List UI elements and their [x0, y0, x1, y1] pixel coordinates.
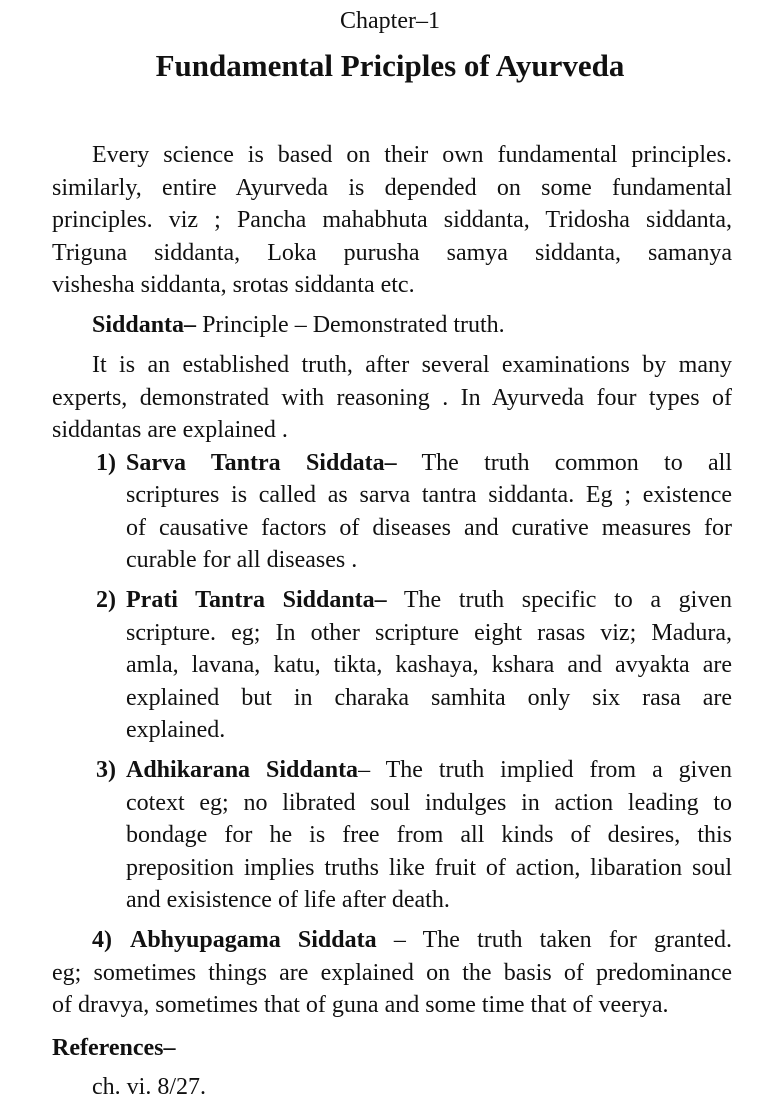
- text-line: amla, lavana, katu, tikta, kashaya, kshara and avyakta are: [126, 652, 732, 678]
- list-number: 4): [92, 927, 112, 953]
- page-title: Fundamental Priciples of Ayurveda: [155, 48, 625, 83]
- reference-item: ch. vi. 8/27.: [92, 1074, 206, 1100]
- intro-paragraph: [52, 139, 732, 302]
- text-line: explained.: [126, 717, 226, 743]
- text-line: eg; sometimes things are explained on the basis of predominance: [52, 959, 732, 986]
- text-line: [52, 924, 732, 957]
- list-item: [52, 924, 732, 1022]
- body-text: [52, 139, 732, 1104]
- text-line: scriptures is called as sarva tantra siddanta. Eg ; existence: [126, 482, 732, 508]
- references-heading: References–: [52, 1034, 176, 1061]
- siddanta-list: [52, 447, 732, 1022]
- text-line: [126, 584, 732, 617]
- text-line: of causative factors of diseases and curative measures for: [126, 514, 732, 541]
- text-line: siddantas are explained .: [52, 417, 288, 443]
- list-item: [52, 754, 732, 917]
- definition-term: Siddanta–: [92, 312, 197, 338]
- text-line: similarly, entire Ayurveda is depended on some fundamental: [52, 174, 732, 201]
- text-line: Triguna siddanta, Loka purusha samya siddanta, samanya: [52, 239, 732, 266]
- list-number: 2): [96, 587, 116, 613]
- list-term: Adhikarana Siddanta: [126, 757, 359, 783]
- explanation-paragraph: [52, 349, 732, 447]
- text-line: and exisistence of life after death.: [126, 887, 450, 913]
- list-text: – The truth taken for granted.: [376, 927, 732, 953]
- text-line: [126, 754, 732, 787]
- text-line: preposition implies truths like fruit of action, libaration soul: [126, 854, 732, 881]
- list-text: – The truth implied from a given: [358, 757, 733, 783]
- text-line: bondage for he is free from all kinds of desires, this: [126, 822, 732, 848]
- definition-text: Principle – Demonstrated truth.: [196, 312, 505, 338]
- text-line: of dravya, sometimes that of guna and some time that of veerya.: [52, 992, 669, 1018]
- list-text: The truth common to all: [396, 449, 732, 476]
- list-number: 3): [96, 757, 116, 783]
- text-line: scripture. eg; In other scripture eight rasas viz; Madura,: [126, 619, 732, 646]
- list-text: The truth specific to a given: [386, 587, 732, 613]
- text-line: It is an established truth, after several examinations by many: [92, 352, 732, 378]
- list-term: Prati Tantra Siddanta–: [126, 587, 387, 613]
- list-item: [52, 584, 732, 747]
- text-line: [126, 447, 732, 480]
- chapter-label: Chapter–1: [340, 8, 440, 34]
- text-line: Every science is based on their own fundamental principles.: [92, 142, 732, 168]
- list-number: 1): [96, 449, 116, 476]
- text-line: vishesha siddanta, srotas siddanta etc.: [52, 272, 415, 298]
- definition-line: [52, 309, 732, 342]
- list-item: [52, 447, 732, 577]
- text-line: explained but in charaka samhita only six rasa are: [126, 684, 732, 711]
- text-line: curable for all diseases .: [126, 547, 358, 573]
- list-term: Abhyupagama Siddata: [130, 927, 377, 953]
- definition-paragraph: [52, 309, 732, 342]
- text-line: principles. viz ; Pancha mahabhuta siddanta, Tridosha siddanta,: [52, 207, 732, 233]
- list-term: Sarva Tantra Siddata–: [126, 449, 397, 476]
- text-line: cotext eg; no librated soul indulges in action leading to: [126, 789, 732, 816]
- text-line: experts, demonstrated with reasoning . In Ayurveda four types of: [52, 384, 732, 411]
